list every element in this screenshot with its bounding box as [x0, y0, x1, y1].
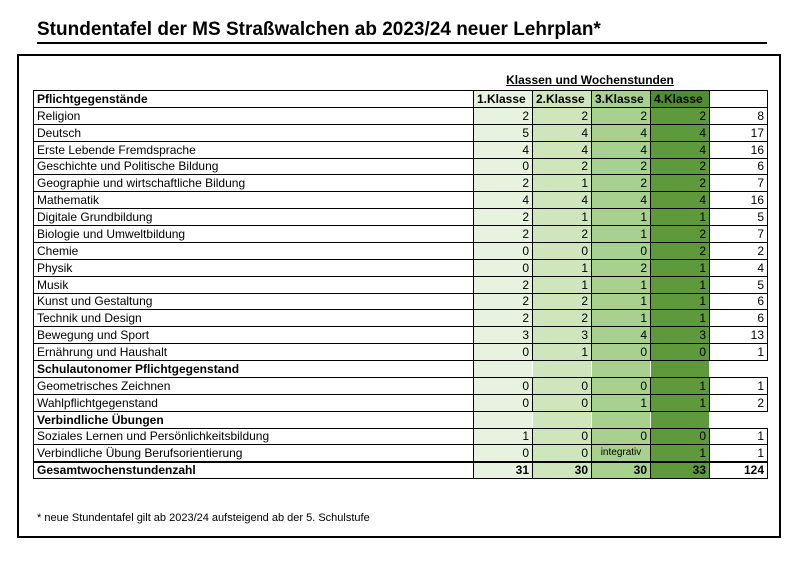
total-hours-cell: 1 — [710, 428, 768, 445]
hours-cell-class-1: 0 — [474, 377, 533, 394]
subject-label: Musik — [34, 276, 474, 293]
subject-label: Chemie — [34, 242, 474, 259]
subject-label: Geographie und wirtschaftliche Bildung — [34, 175, 474, 192]
hours-cell-class-1: 2 — [474, 209, 533, 226]
hours-cell-class-3: 4 — [592, 141, 651, 158]
hours-cell-class-3: integrativ — [592, 445, 651, 462]
hours-cell-class-2: 2 — [533, 310, 592, 327]
table-row — [34, 445, 768, 462]
hours-cell-class-2: 1 — [533, 344, 592, 361]
hours-cell-class-1: 2 — [474, 107, 533, 124]
hours-cell-class-1: 0 — [474, 242, 533, 259]
hours-cell-class-3: 1 — [592, 293, 651, 310]
subject-label: Soziales Lernen und Persönlichkeitsbildung — [34, 428, 474, 445]
total-hours-cell: 2 — [710, 394, 768, 411]
hours-cell-class-3: 4 — [592, 327, 651, 344]
total-hours-cell: 6 — [710, 310, 768, 327]
subject-label: Ernährung und Haushalt — [34, 344, 474, 361]
subject-label: Biologie und Umweltbildung — [34, 226, 474, 243]
hours-cell-class-1: 5 — [474, 124, 533, 141]
hours-cell-class-1 — [474, 411, 533, 428]
hours-cell-class-4: 1 — [651, 394, 710, 411]
subject-label: Technik und Design — [34, 310, 474, 327]
total-hours-cell: 1 — [710, 344, 768, 361]
subject-label: Geometrisches Zeichnen — [34, 377, 474, 394]
table-row — [34, 226, 768, 243]
total-hours-cell: 16 — [710, 141, 768, 158]
hours-cell-class-2: 0 — [533, 394, 592, 411]
hours-cell-class-1: 2 — [474, 293, 533, 310]
hours-cell-class-4: 1 — [651, 276, 710, 293]
table-row — [34, 428, 768, 445]
table-row — [34, 192, 768, 209]
total-row — [34, 462, 768, 479]
hours-cell-class-4: 1 — [651, 209, 710, 226]
hours-cell-class-1: 0 — [474, 158, 533, 175]
title-underline — [37, 42, 767, 44]
total-hours-cell: 16 — [710, 192, 768, 209]
hours-cell-class-4: 1 — [651, 310, 710, 327]
total-hours-cell: 124 — [710, 462, 768, 479]
hours-cell-class-1: 4 — [474, 192, 533, 209]
hours-cell-class-1: 31 — [474, 462, 533, 479]
total-hours-cell: 5 — [710, 209, 768, 226]
hours-cell-class-2: 0 — [533, 428, 592, 445]
hours-cell-class-1: 0 — [474, 394, 533, 411]
hours-cell-class-2 — [533, 361, 592, 378]
table-row — [34, 310, 768, 327]
page-title: Stundentafel der MS Straßwalchen ab 2023/24 neuer Lehrplan* — [37, 19, 601, 40]
hours-cell-class-4: 1 — [651, 259, 710, 276]
total-hours-cell: 4 — [710, 259, 768, 276]
hours-cell-class-1: 2 — [474, 226, 533, 243]
hours-cell-class-2: 2 — [533, 107, 592, 124]
table-row — [34, 276, 768, 293]
hours-cell-class-4: 1 — [651, 293, 710, 310]
hours-cell-class-3: 1 — [592, 310, 651, 327]
hours-cell-class-1: 0 — [474, 259, 533, 276]
hours-cell-class-4: 2 — [651, 175, 710, 192]
hours-cell-class-4: 1 — [651, 445, 710, 462]
hours-cell-class-2: 3 — [533, 327, 592, 344]
subject-label: Wahlpflichtgegenstand — [34, 394, 474, 411]
total-hours-cell: 7 — [710, 175, 768, 192]
hours-cell-class-3: 4 — [592, 192, 651, 209]
hours-cell-class-1 — [474, 361, 533, 378]
table-row — [34, 242, 768, 259]
table-row — [34, 124, 768, 141]
hours-cell-class-3 — [592, 361, 651, 378]
section-row — [34, 361, 768, 378]
hours-cell-class-3: 0 — [592, 428, 651, 445]
hours-cell-class-2: 1 — [533, 259, 592, 276]
hours-cell-class-3: 0 — [592, 242, 651, 259]
hours-cell-class-4 — [651, 361, 710, 378]
total-hours-cell: 13 — [710, 327, 768, 344]
hours-cell-class-3: 1 — [592, 209, 651, 226]
footnote: * neue Stundentafel gilt ab 2023/24 aufsteigend ab der 5. Schulstufe — [37, 512, 370, 524]
hours-cell-class-2: 30 — [533, 462, 592, 479]
hours-cell-class-3 — [592, 411, 651, 428]
table-row — [34, 344, 768, 361]
hours-cell-class-1: 2 — [474, 310, 533, 327]
hours-cell-class-2 — [533, 411, 592, 428]
subject-label: Physik — [34, 259, 474, 276]
hours-cell-class-3: 2 — [592, 175, 651, 192]
hours-cell-class-3: 4 — [592, 124, 651, 141]
hours-cell-class-2: 0 — [533, 445, 592, 462]
table-header-row — [34, 91, 768, 108]
classes-group-header: Klassen und Wochenstunden — [506, 73, 674, 87]
header-class-3: 3.Klasse — [592, 91, 651, 108]
table-row — [34, 141, 768, 158]
total-hours-cell: 1 — [710, 445, 768, 462]
hours-cell-class-4: 2 — [651, 226, 710, 243]
hours-cell-class-1: 2 — [474, 276, 533, 293]
hours-cell-class-1: 2 — [474, 175, 533, 192]
total-hours-cell: 17 — [710, 124, 768, 141]
subject-label: Mathematik — [34, 192, 474, 209]
total-hours-cell: 8 — [710, 107, 768, 124]
table-row — [34, 394, 768, 411]
hours-cell-class-3: 1 — [592, 394, 651, 411]
subject-label: Gesamtwochenstundenzahl — [34, 462, 474, 479]
total-hours-cell: 5 — [710, 276, 768, 293]
hours-cell-class-4 — [651, 411, 710, 428]
hours-cell-class-2: 0 — [533, 377, 592, 394]
hours-cell-class-4: 33 — [651, 462, 710, 479]
hours-cell-class-2: 0 — [533, 242, 592, 259]
hours-cell-class-4: 0 — [651, 428, 710, 445]
subject-label: Geschichte und Politische Bildung — [34, 158, 474, 175]
total-hours-cell — [710, 411, 768, 428]
subject-label: Erste Lebende Fremdsprache — [34, 141, 474, 158]
total-hours-cell — [710, 361, 768, 378]
table-row — [34, 259, 768, 276]
table-row — [34, 158, 768, 175]
hours-cell-class-4: 2 — [651, 158, 710, 175]
table-row — [34, 377, 768, 394]
total-hours-cell: 6 — [710, 158, 768, 175]
hours-cell-class-4: 4 — [651, 141, 710, 158]
hours-cell-class-3: 2 — [592, 107, 651, 124]
subject-label: Kunst und Gestaltung — [34, 293, 474, 310]
header-total — [710, 91, 768, 108]
hours-cell-class-4: 2 — [651, 242, 710, 259]
hours-cell-class-2: 1 — [533, 276, 592, 293]
hours-cell-class-4: 4 — [651, 124, 710, 141]
hours-cell-class-2: 4 — [533, 141, 592, 158]
hours-cell-class-1: 3 — [474, 327, 533, 344]
hours-cell-class-4: 1 — [651, 377, 710, 394]
subject-label: Digitale Grundbildung — [34, 209, 474, 226]
header-class-4: 4.Klasse — [651, 91, 710, 108]
hours-cell-class-3: 2 — [592, 259, 651, 276]
table-row — [34, 293, 768, 310]
hours-cell-class-3: 0 — [592, 344, 651, 361]
hours-cell-class-1: 1 — [474, 428, 533, 445]
table-row — [34, 107, 768, 124]
subject-label: Religion — [34, 107, 474, 124]
hours-cell-class-2: 4 — [533, 192, 592, 209]
subject-label: Verbindliche Übung Berufsorientierung — [34, 445, 474, 462]
table-row — [34, 327, 768, 344]
total-hours-cell: 6 — [710, 293, 768, 310]
header-class-1: 1.Klasse — [474, 91, 533, 108]
hours-cell-class-1: 4 — [474, 141, 533, 158]
hours-cell-class-4: 3 — [651, 327, 710, 344]
hours-cell-class-2: 2 — [533, 226, 592, 243]
section-label: Schulautonomer Pflichtgegenstand — [34, 361, 474, 378]
timetable — [33, 90, 768, 479]
total-hours-cell: 1 — [710, 377, 768, 394]
section-label: Verbindliche Übungen — [34, 411, 474, 428]
hours-cell-class-3: 2 — [592, 158, 651, 175]
header-class-2: 2.Klasse — [533, 91, 592, 108]
hours-cell-class-2: 2 — [533, 293, 592, 310]
hours-cell-class-3: 0 — [592, 377, 651, 394]
section-row — [34, 411, 768, 428]
hours-cell-class-4: 4 — [651, 192, 710, 209]
hours-cell-class-3: 1 — [592, 226, 651, 243]
subject-label: Deutsch — [34, 124, 474, 141]
total-hours-cell: 2 — [710, 242, 768, 259]
table-row — [34, 175, 768, 192]
hours-cell-class-4: 0 — [651, 344, 710, 361]
hours-cell-class-1: 0 — [474, 344, 533, 361]
hours-cell-class-2: 4 — [533, 124, 592, 141]
table-row — [34, 209, 768, 226]
hours-cell-class-3: 30 — [592, 462, 651, 479]
total-hours-cell: 7 — [710, 226, 768, 243]
hours-cell-class-4: 2 — [651, 107, 710, 124]
header-subject: Pflichtgegenstände — [34, 91, 474, 108]
hours-cell-class-2: 2 — [533, 158, 592, 175]
hours-cell-class-2: 1 — [533, 175, 592, 192]
hours-cell-class-2: 1 — [533, 209, 592, 226]
subject-label: Bewegung und Sport — [34, 327, 474, 344]
hours-cell-class-3: 1 — [592, 276, 651, 293]
hours-cell-class-1: 0 — [474, 445, 533, 462]
